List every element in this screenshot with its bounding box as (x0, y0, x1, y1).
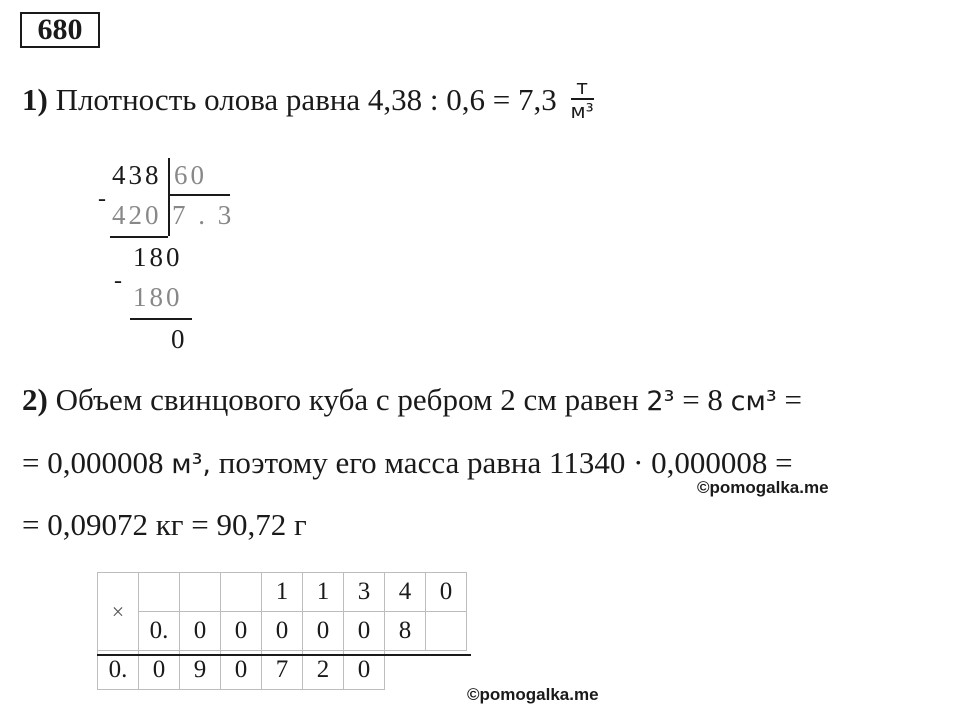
part2-text-e: = (784, 382, 802, 417)
multiplication-table (97, 572, 467, 690)
grid-cell: 0. (98, 651, 139, 690)
grid-cell: 8 (385, 612, 426, 651)
problem-number: 680 (20, 12, 100, 48)
grid-cell (139, 573, 180, 612)
watermark-bottom: ©pomogalka.me (467, 685, 599, 704)
table-row (98, 573, 467, 612)
volume-unit-m3: м³, (171, 449, 212, 480)
grid-cell (221, 573, 262, 612)
subtrahend-1: 420 (112, 200, 162, 230)
product-line (97, 654, 471, 656)
remainder-2: 0 (171, 324, 188, 354)
grid-cell: 2 (303, 651, 344, 690)
dividend: 438 (112, 160, 162, 190)
grid-cell: 0 (139, 651, 180, 690)
table-row (98, 651, 467, 690)
grid-cell (385, 651, 426, 690)
grid-cell: 3 (344, 573, 385, 612)
minus-sign-2: - (114, 268, 125, 294)
part2-text-c: = 8 (682, 382, 723, 417)
table-row (98, 612, 467, 651)
part2-line1 (22, 380, 802, 422)
grid-cell: 1 (262, 573, 303, 612)
power-expression: 2³ (646, 386, 675, 417)
grid-cell: 9 (180, 651, 221, 690)
grid-cell: 0 (262, 612, 303, 651)
part2-line3: = 0,09072 кг = 90,72 г (22, 507, 307, 542)
grid-cell (426, 612, 467, 651)
quotient: 7 . 3 (172, 200, 235, 230)
grid-cell (426, 651, 467, 690)
part1-marker: 1) (22, 82, 48, 118)
grid-cell: 0. (139, 612, 180, 651)
grid-cell (180, 573, 221, 612)
minus-sign-1: - (98, 186, 109, 212)
unit-numerator: т (571, 76, 594, 100)
grid-cell: 0 (221, 651, 262, 690)
remainder-1: 180 (133, 242, 183, 272)
grid-cell: 4 (385, 573, 426, 612)
density-unit-fraction (571, 76, 594, 122)
part2-text-a: Объем свинцового куба с ребром 2 см равен (55, 382, 639, 417)
part2-line2-c: поэтому его масса равна 11340 · 0,000008 = (218, 445, 793, 480)
grid-cell: 7 (262, 651, 303, 690)
part1-line (22, 75, 594, 126)
grid-cell: 0 (344, 612, 385, 651)
subtrahend-2: 180 (133, 282, 183, 312)
volume-unit-cm3: см³ (730, 386, 777, 417)
part2-marker: 2) (22, 382, 48, 417)
grid-cell: 0 (303, 612, 344, 651)
part1-text: Плотность олова равна 4,38 : 0,6 = 7,3 (55, 82, 557, 118)
multiply-sign: × (98, 573, 139, 651)
grid-cell: 0 (221, 612, 262, 651)
divisor: 60 (174, 160, 207, 190)
grid-cell: 0 (180, 612, 221, 651)
unit-denominator: м³ (570, 99, 594, 123)
grid-cell: 1 (303, 573, 344, 612)
part2-line2 (22, 443, 793, 485)
watermark-top: ©pomogalka.me (697, 478, 829, 497)
part2-line2-a: = 0,000008 (22, 445, 164, 480)
grid-cell: 0 (344, 651, 385, 690)
grid-cell: 0 (426, 573, 467, 612)
